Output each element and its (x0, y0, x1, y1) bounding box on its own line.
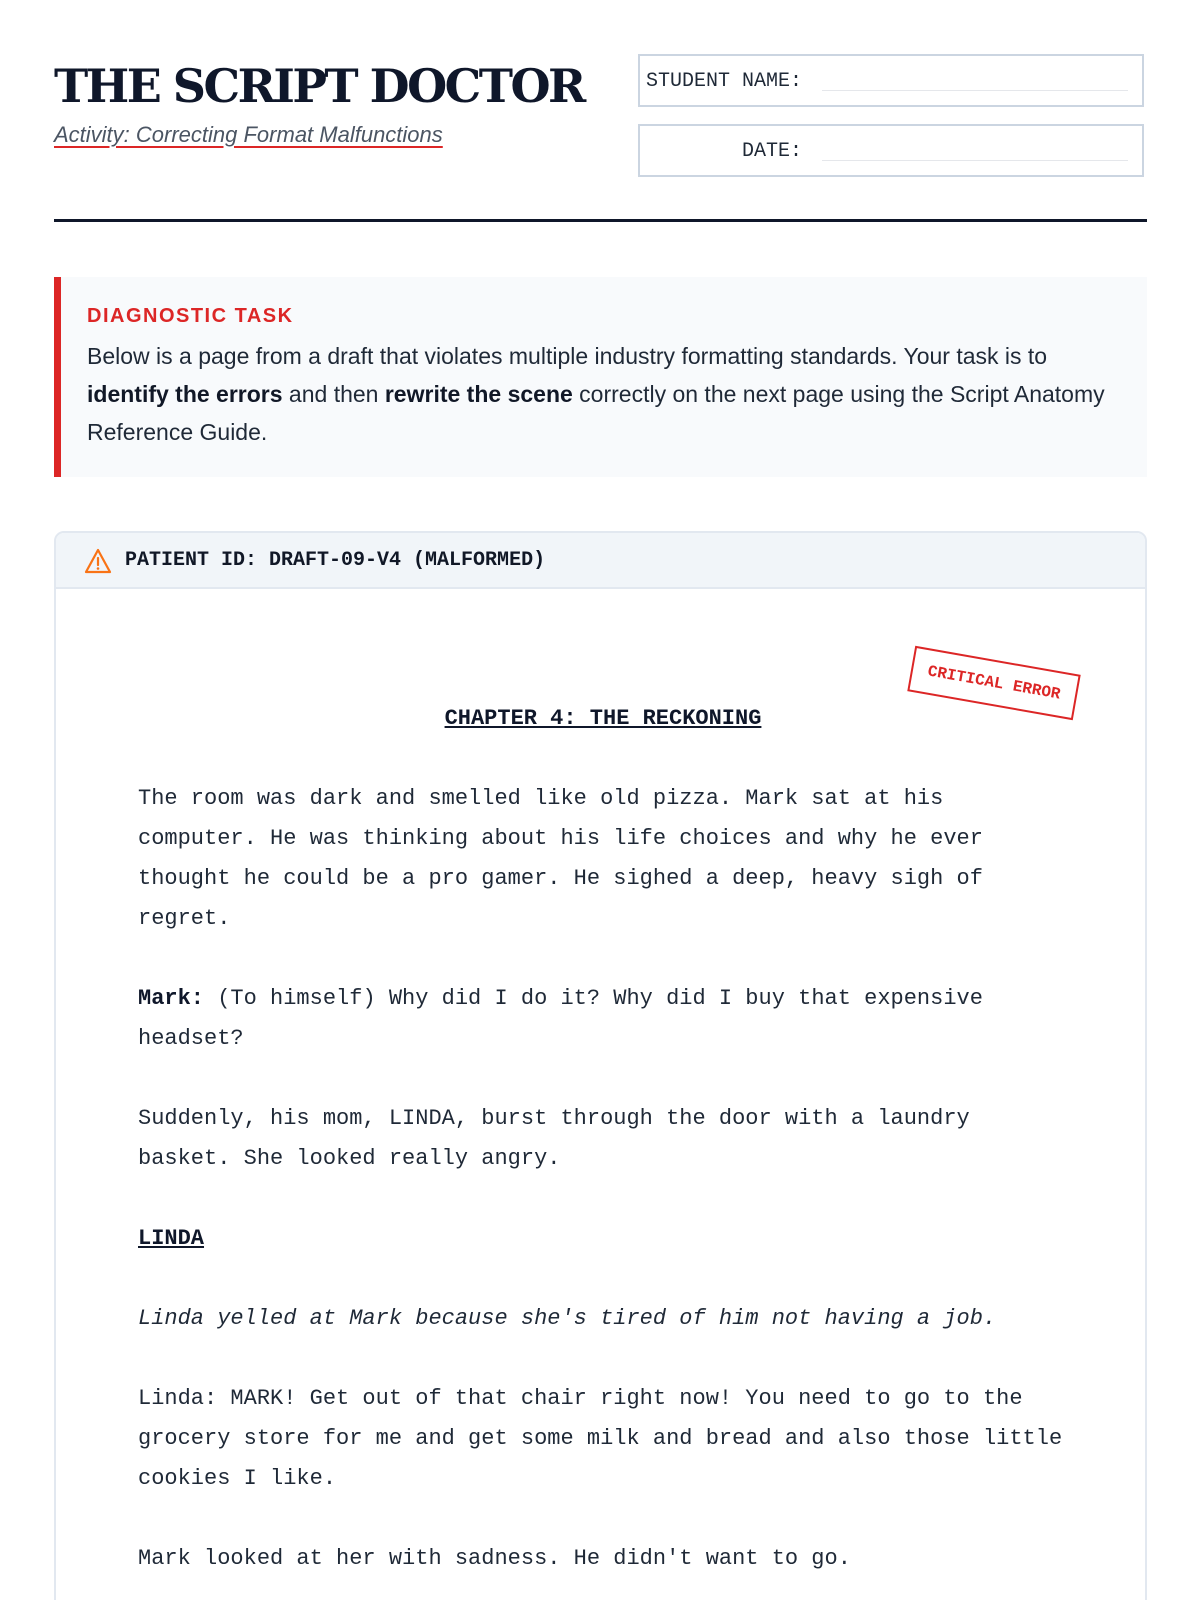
date-field[interactable] (638, 124, 1144, 177)
draft-panel-title: PATIENT ID: DRAFT-09-V4 (MALFORMED) (125, 549, 546, 572)
mark-line: (To himself) Why did I do it? Why did I buy that expensive headset? (138, 986, 983, 1051)
callout-body (87, 337, 1107, 451)
action-paragraph-1: The room was dark and smelled like old pizza. Mark sat at his computer. He was thinking about his life choices and why he ever thought he could be a pro gamer. He sighed a deep, heavy sigh of regret. (138, 786, 983, 931)
activity-subtitle: Activity: Correcting Format Malfunctions (54, 122, 443, 147)
student-name-line[interactable] (822, 90, 1128, 91)
warning-icon (84, 548, 112, 574)
draft-panel (54, 531, 1147, 1600)
page-title: THE SCRIPT DOCTOR (54, 59, 584, 113)
action-paragraph-2: Suddenly, his mom, LINDA, burst through the door with a laundry basket. She looked really angry. (138, 1106, 970, 1171)
character-name-linda: LINDA (138, 1226, 205, 1251)
draft-panel-header (56, 533, 1145, 589)
linda-dialogue: Linda: MARK! Get out of that chair right now! You need to go to the grocery store for me and get some milk and bread and also those little cookies I like. (138, 1386, 1063, 1491)
mark-dialogue (138, 979, 1068, 1059)
character-name (138, 1219, 1068, 1259)
critical-error-stamp: CRITICAL ERROR (907, 646, 1080, 720)
callout-text-2: and then (282, 381, 385, 407)
callout-label: DIAGNOSTIC TASK (87, 305, 294, 327)
student-name-label: STUDENT NAME: (645, 70, 802, 93)
callout-text-3: correctly on the next page using the Script Anatomy Reference Guide. (87, 381, 1105, 445)
callout-bold-2: rewrite the scene (384, 381, 573, 407)
italic-parenthetical: Linda yelled at Mark because she's tired of him not having a job. (138, 1306, 997, 1331)
date-line[interactable] (822, 160, 1128, 161)
student-name-field[interactable] (638, 54, 1144, 107)
callout-text-1: Below is a page from a draft that violates multiple industry formatting standards. Your task is to (87, 343, 1048, 369)
callout-bold-1: identify the errors (87, 381, 283, 407)
diagnostic-task-callout (54, 277, 1147, 477)
action-paragraph-3: Mark looked at her with sadness. He didn't want to go. (138, 1546, 851, 1571)
worksheet-header (54, 0, 1147, 224)
chapter-heading: CHAPTER 4: THE RECKONING (444, 706, 762, 731)
date-label: DATE: (741, 140, 802, 163)
header-divider (54, 219, 1147, 222)
mark-speaker: Mark: (138, 986, 205, 1011)
